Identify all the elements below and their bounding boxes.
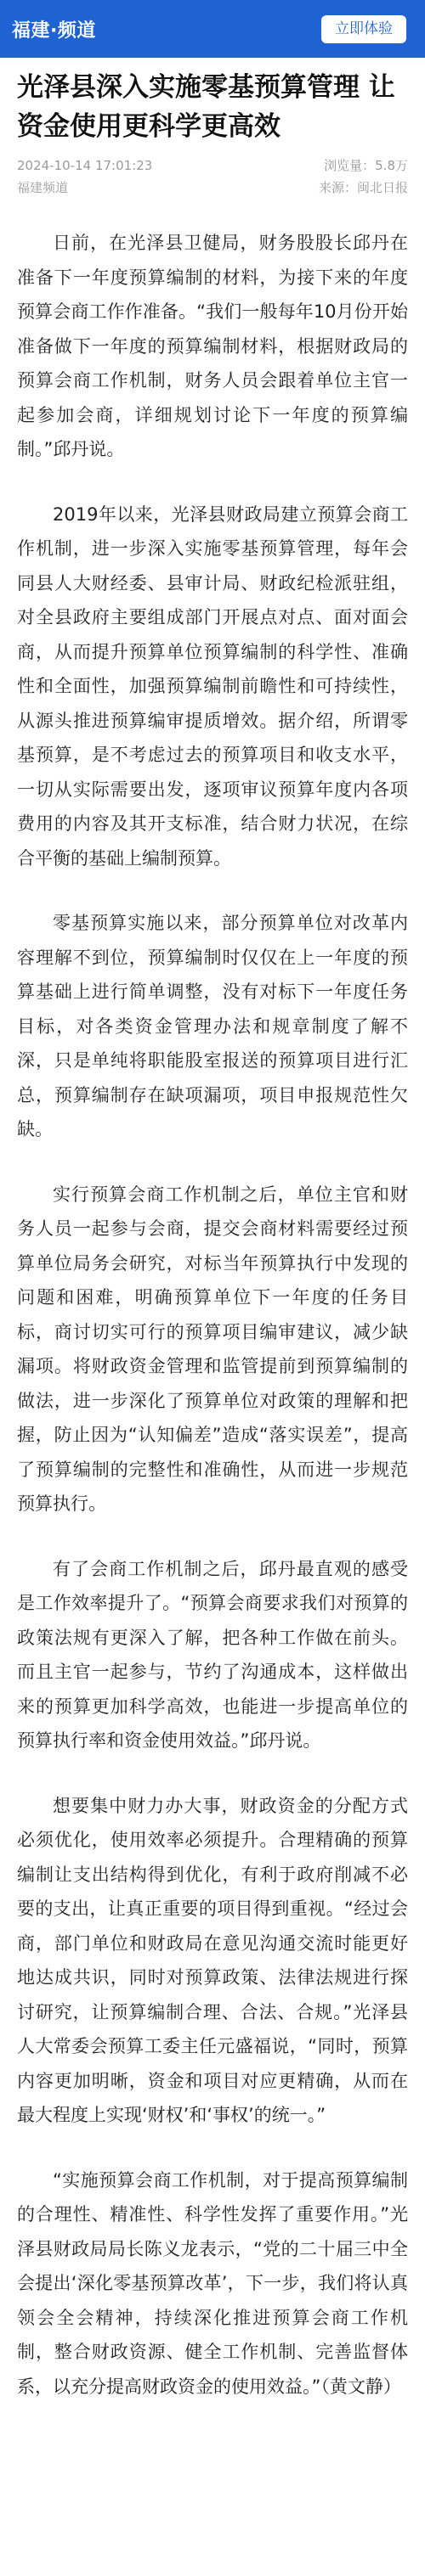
article-title: 光泽县深入实施零基预算管理 让资金使用更科学更高效 <box>17 72 395 142</box>
channel-logo[interactable]: 福建·频道 <box>12 20 96 42</box>
article-paragraph-1: 日前，在光泽县卫健局，财务股股长邱丹在准备下一年度预算编制的材料，为接下来的年度预算会商工作作准备。“我们一般每年10月份开始准备做下一年度的预算编制材料，根据财政局的预算会商工作机制，财务人员会跟着单位主官一起参加会商，详细规划讨论下一年度的预算编制。”邱丹说。 <box>17 233 408 459</box>
article-paragraph-5: 有了会商工作机制之后，邱丹最直观的感受是工作效率提升了。“预算会商要求我们对预算的政策法规有更深入了解，把各种工作做在前头。而且主官一起参与，节约了沟通成本，这样做出来的预算更加科学高效，也能进一步提高单位的预算执行率和资金使用效益。”邱丹说。 <box>17 1558 408 1751</box>
top-bar <box>0 0 425 58</box>
meta-row-top <box>17 155 408 177</box>
article-paragraph-7: “实施预算会商工作机制，对于提高预算编制的合理性、精准性、科学性发挥了重要作用。”光泽县财政局局长陈义龙表示，“党的二十届三中全会提出‘深化零基预算改革’，下一步，我们将认真领会全会精神，持续深化推进预算会商工作机制，整合财政资源、健全工作机制、完善监督体系，以充分提高财政资金的使用效益。”（黄文静） <box>17 2169 408 2397</box>
article-paragraph-2: 2019年以来，光泽县财政局建立预算会商工作机制，进一步深入实施零基预算管理，每年会同县人大财经委、县审计局、财政纪检派驻组，对全县政府主要组成部门开展点对点、面对面会商，从而提升预算单位预算编制的科学性、准确性和全面性，加强预算编制前瞻性和可持续性，从源头推进预算编审提质增效。据介绍，所谓零基预算，是不考虑过去的预算项目和收支水平，一切从实际需要出发，逐项审议预算年度内各项费用的内容及其开支标准，结合财力状况，在综合平衡的基础上编制预算。 <box>17 503 408 869</box>
article-paragraph-6: 想要集中财力办大事，财政资金的分配方式必须优化，使用效率必须提升。合理精确的预算编制让支出结构得到优化，有利于政府削减不必要的支出，让真正重要的项目得到重视。“经过会商，部门单位和财政局在意见沟通交流时能更好地达成共识，同时对预算政策、法律法规进行探讨研究，让预算编制合理、合法、合规。”光泽县人大常委会预算工委主任元盛福说，“同时，预算内容更加明晰，资金和项目对应更精确，从而在最大程度上实现‘财权’和‘事权’的统一。” <box>17 1795 408 2125</box>
view-count: 浏览量：5.8万 <box>324 158 408 173</box>
article-source: 来源：闽北日报 <box>318 180 408 195</box>
try-now-button[interactable]: 立即体验 <box>321 15 406 43</box>
publish-date: 2024-10-14 17:01:23 <box>17 158 153 173</box>
article-meta <box>17 155 408 199</box>
meta-row-bottom <box>17 177 408 199</box>
article <box>0 68 425 2404</box>
channel-name: 福建频道 <box>17 180 69 195</box>
article-paragraph-3: 零基预算实施以来，部分预算单位对改革内容理解不到位，预算编制时仅仅在上一年度的预算基础上进行简单调整，没有对标下一年度任务目标，对各类资金管理办法和规章制度了解不深，只是单纯将职能股室报送的预算项目进行汇总，预算编制存在缺项漏项，项目申报规范性欠缺。 <box>17 913 408 1139</box>
article-paragraph-4: 实行预算会商工作机制之后，单位主官和财务人员一起参与会商，提交会商材料需要经过预算单位局务会研究，对标当年预算执行中发现的问题和困难，明确预算单位下一年度的任务目标，商讨切实可行的预算项目编审建议，减少缺漏项。将财政资金管理和监管提前到预算编制的做法，进一步深化了预算单位对政策的理解和把握，防止因为“认知偏差”造成“落实误差”，提高了预算编制的完整性和准确性，从而进一步规范预算执行。 <box>17 1184 408 1514</box>
